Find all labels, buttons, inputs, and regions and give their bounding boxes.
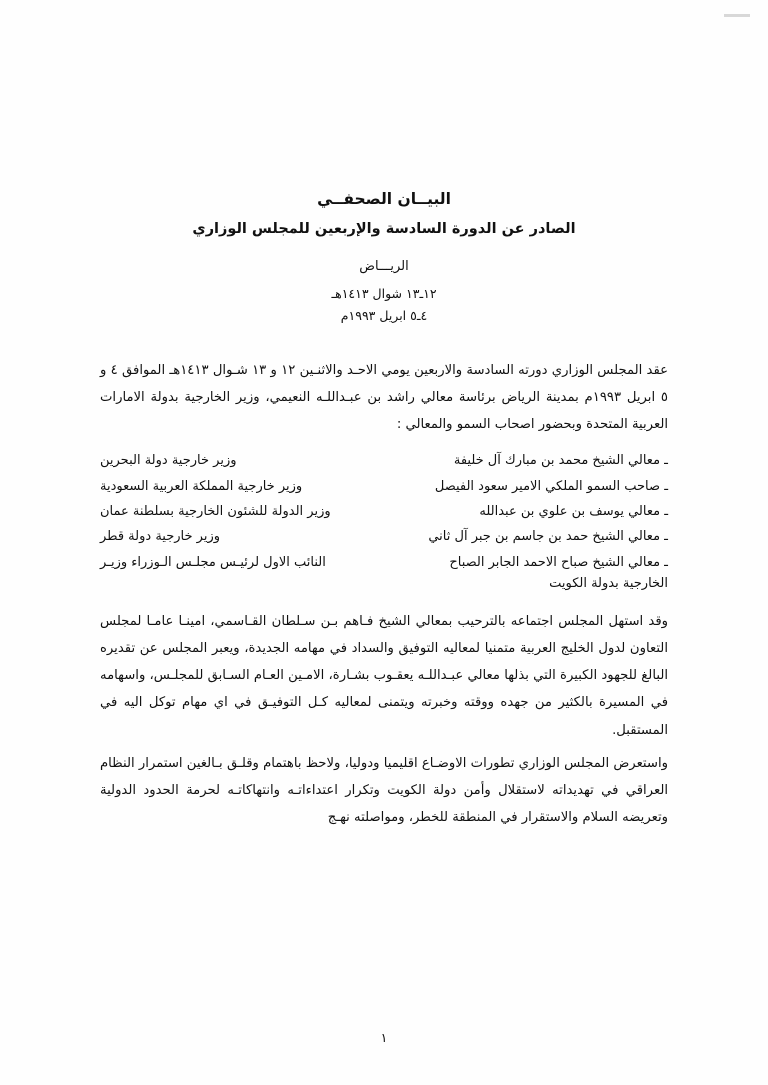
page-subtitle: الصادر عن الدورة السادسة والإربعين للمجلس الوزاري xyxy=(192,221,576,237)
document-content xyxy=(100,190,668,837)
scan-artifact xyxy=(724,14,750,17)
list-item xyxy=(100,499,668,524)
paragraph-welcome: وقد استهل المجلس اجتماعه بالترحيب بمعالي الشيخ فـاهم بـن سـلطان القـاسمي، امينـا عامـا لمجلس التعاون لدول الخليج العربية متمنيا لمعاليه التوفيق والسداد في مهامه الجديدة، ويعبر المجلس عن تقديره البالغ للجهود الكبيرة التي بذلها معالي عبـداللـه يعقـوب بشـارة، الامـين العـام السـابق للمجلـس، واسهامه في المسيرة بالكثير من جهده ووقته وخبرته ويتمنى لمعاليه كـل التوفيـق في اي مهام توكل اليه في المستقبل. xyxy=(100,614,668,738)
delegate-title: وزير الدولة للشئون الخارجية بسلطنة عمان xyxy=(100,503,331,519)
delegate-title: وزير خارجية دولة قطر xyxy=(100,529,220,545)
delegate-name: ـ معالي الشيخ صباح الاحمد الجابر الصباح xyxy=(449,554,668,570)
list-item-continuation xyxy=(100,575,668,596)
document-body xyxy=(100,357,668,831)
delegate-title-line2: الخارجية بدولة الكويت xyxy=(549,575,668,591)
page-number: ١ xyxy=(380,1030,388,1045)
delegate-name: ـ معالي الشيخ محمد بن مبارك آل خليفة xyxy=(453,453,668,469)
delegate-title: وزير خارجية دولة البحرين xyxy=(100,453,237,469)
title-block xyxy=(100,190,668,323)
delegate-name: ـ صاحب السمو الملكي الامير سعود الفيصل xyxy=(434,478,668,494)
paragraph-opening: عقد المجلس الوزاري دورته السادسة والاربعين يومي الاحـد والاثنـين ١٢ و ١٣ شـوال ١٤١٣هـ الموافق ٤ و ٥ ابريل ١٩٩٣م بمدينة الرياض برئاسة معالي راشد بن عبـداللـه النعيمي، وزير الخارجية بدولة الامارات العربية المتحدة وبحضور اصحاب السمو والمعالي : xyxy=(100,363,669,433)
delegates-list xyxy=(100,448,668,596)
delegate-title: النائب الاول لرئيـس مجلـس الـوزراء وزيـر xyxy=(100,554,326,570)
page-title: البيــان الصحفــي xyxy=(317,190,451,208)
delegate-title: وزير خارجية المملكة العربية السعودية xyxy=(100,478,303,494)
delegate-name: ـ معالي يوسف بن علوي بن عبدالله xyxy=(479,503,668,519)
date-hijri: ١٢ـ١٣ شوال ١٤١٣هـ xyxy=(331,286,437,301)
date-gregorian: ٤ـ٥ ابريل ١٩٩٣م xyxy=(340,308,428,323)
list-item xyxy=(100,474,668,499)
paragraph-review: واستعرض المجلس الوزاري تطورات الاوضـاع اقليميا ودوليا، ولاحظ باهتمام وقلـق بـالغين استمرار النظام العراقي في تهديداته لاستقلال وأمن دولة الكويت وتكرار اعتداءاتـه وانتهاكاتـه لحرمة الحدود الدولية وتعريضه السلام والاستقرار في المنطقة للخطر، ومواصلته نهـج xyxy=(100,755,668,825)
place-label: الريـــاض xyxy=(359,259,409,274)
list-item xyxy=(100,448,668,473)
delegate-name: ـ معالي الشيخ حمد بن جاسم بن جبر آل ثاني xyxy=(428,529,668,545)
list-item xyxy=(100,524,668,549)
